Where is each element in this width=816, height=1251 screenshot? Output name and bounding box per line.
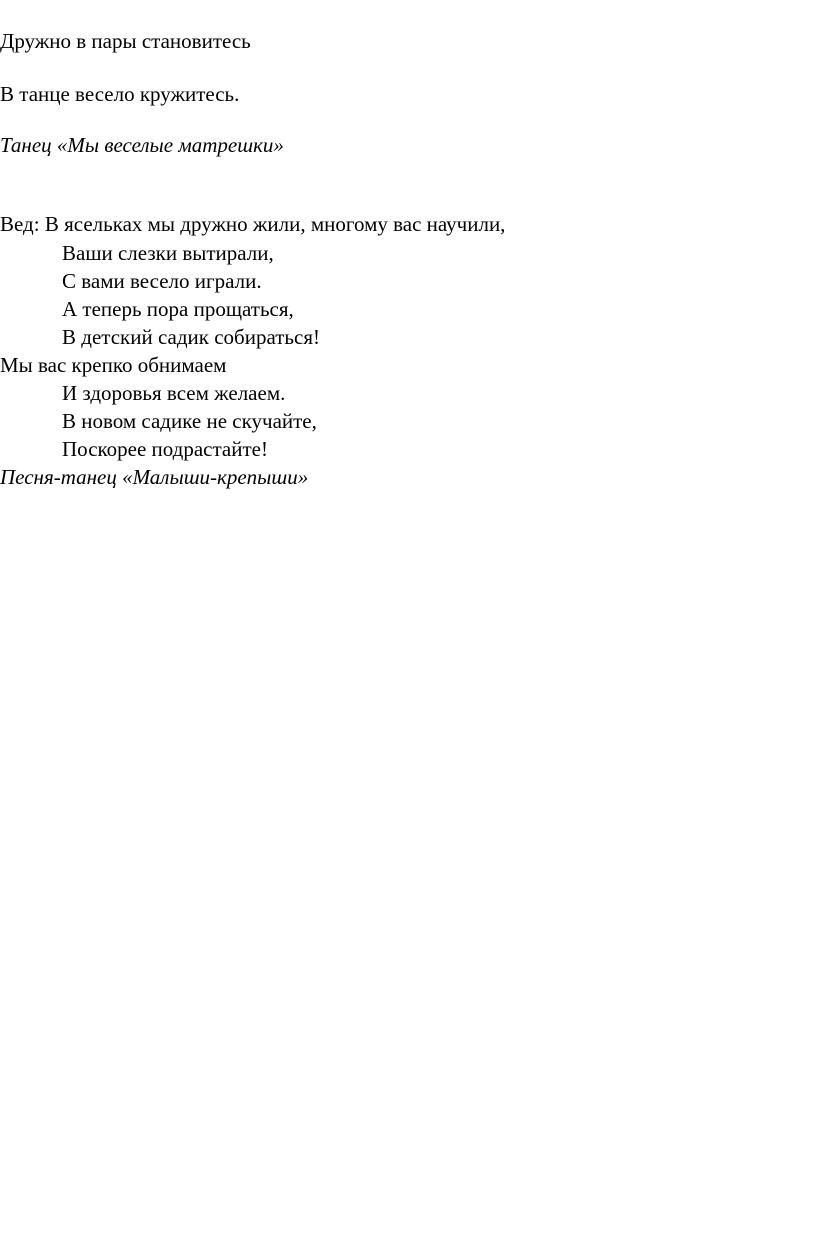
verse-line: А теперь пора прощаться, [62, 297, 294, 321]
speaker-line: Вед: В ясельках мы дружно жили, многому вас научили, [0, 212, 506, 236]
verse-line: В детский садик собираться! [62, 325, 320, 349]
verse-line: Дружно в пары становитесь [0, 29, 251, 53]
verse-line: Поскорее подрастайте! [62, 437, 268, 461]
verse-line: В новом садике не скучайте, [62, 409, 317, 433]
verse-line: Мы вас крепко обнимаем [0, 353, 227, 377]
song-title: Песня-танец «Малыши-крепыши» [0, 465, 309, 489]
dance-title: Танец «Мы веселые матрешки» [0, 133, 284, 157]
verse-line: С вами весело играли. [62, 269, 262, 293]
verse-line: И здоровья всем желаем. [62, 381, 286, 405]
verse-line: Ваши слезки вытирали, [62, 241, 274, 265]
verse-line: В танце весело кружитесь. [0, 82, 240, 106]
